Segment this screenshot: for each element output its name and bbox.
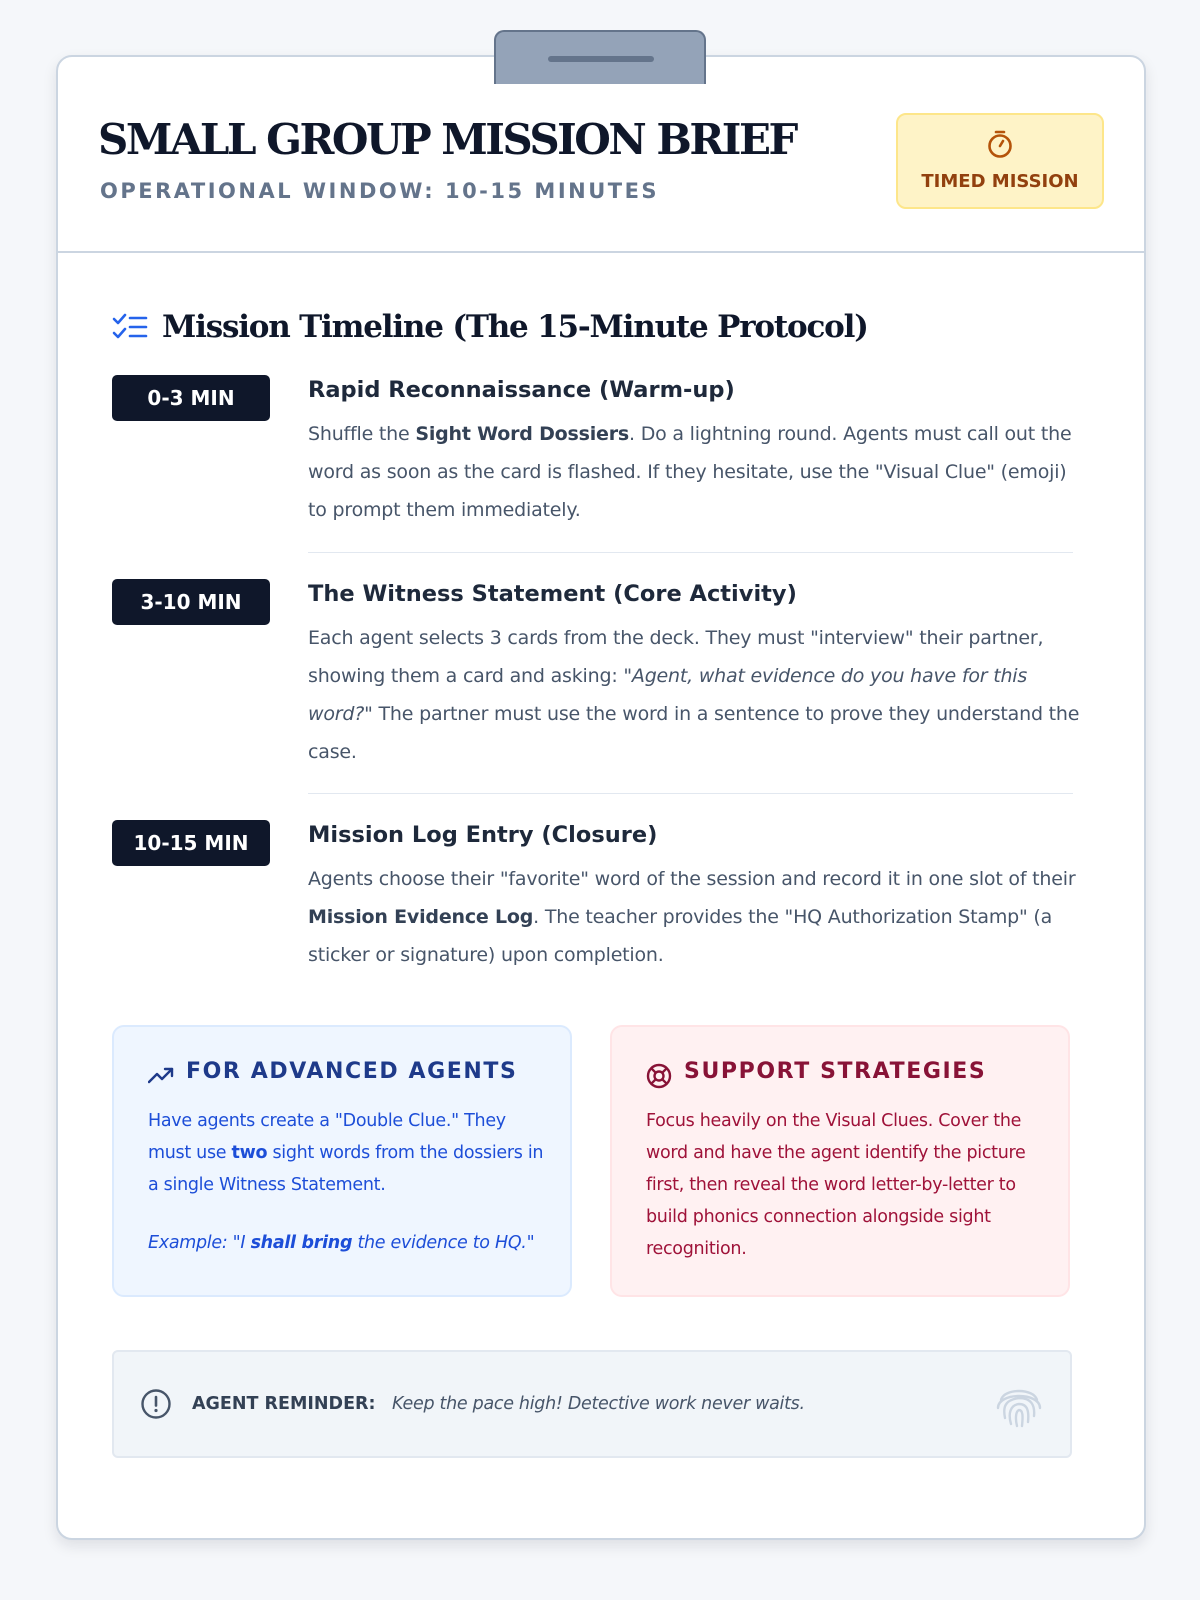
callout-text-part: sight words from the dossiers in a single Witness Statement. [148, 1143, 544, 1195]
agent-reminder-bar [112, 1350, 1072, 1458]
phase-emphasis: Sight Word Dossiers [415, 423, 630, 445]
reminder-text: Keep the pace high! Detective work never waits. [392, 1394, 805, 1414]
advanced-agents-callout [112, 1025, 572, 1297]
example-text: the evidence to HQ." [352, 1233, 535, 1253]
clip-slot [548, 56, 654, 62]
advanced-agents-title: FOR ADVANCED AGENTS [186, 1059, 518, 1084]
phase-description [308, 415, 1083, 529]
phase-text: Shuffle the [308, 423, 416, 445]
support-strategies-callout [610, 1025, 1070, 1297]
phase-text: Each agent selects 3 cards from the deck. They must "interview" their partner, showing them a card and asking: [308, 627, 1044, 687]
phase-quote: "Agent, what evidence do you have for this word?" [308, 665, 1028, 725]
phase-text: Agents choose their "favorite" word of the session and record it in one slot of their [308, 868, 1076, 890]
phase-description [308, 860, 1083, 974]
fingerprint-icon [992, 1378, 1046, 1432]
example-text: Example: "I [148, 1233, 251, 1253]
stopwatch-icon [987, 129, 1013, 159]
phase-divider [308, 793, 1073, 794]
timeline-title: Mission Timeline (The 15-Minute Protocol) [162, 309, 868, 345]
lifebuoy-icon [646, 1063, 672, 1089]
phase-time-badge: 0-3 MIN [112, 375, 270, 421]
support-strategies-title: SUPPORT STRATEGIES [684, 1059, 987, 1084]
phase-time-badge: 10-15 MIN [112, 820, 270, 866]
clipboard-clip [494, 30, 706, 84]
callout-text-part: Have agents create a "Double Clue." They must use [148, 1111, 506, 1163]
callout-emphasis: two [231, 1143, 268, 1163]
phase-divider [308, 552, 1073, 553]
phase-title: The Witness Statement (Core Activity) [308, 581, 797, 607]
reminder-label: AGENT REMINDER: [192, 1394, 376, 1414]
timed-mission-badge [896, 113, 1104, 209]
timed-mission-label: TIMED MISSION [921, 171, 1079, 192]
trending-up-icon [148, 1065, 174, 1085]
page-subtitle: OPERATIONAL WINDOW: 10-15 MINUTES [100, 179, 660, 203]
example-emphasis: shall bring [250, 1233, 353, 1253]
phase-emphasis: Mission Evidence Log [308, 906, 534, 928]
brief-header [58, 57, 1144, 253]
phase-text: . Do a lightning round. Agents must call out the word as soon as the card is flashed. If they hesitate, use the "Visual Clue" (emoji) to prompt them immediately. [308, 423, 1072, 521]
support-strategies-text: Focus heavily on the Visual Clues. Cover the word and have the agent identify the picture first, then reveal the word letter-by-letter to build phonics connection alongside sight recognition. [646, 1111, 1026, 1259]
phase-text: . The teacher provides the "HQ Authorization Stamp" (a sticker or signature) upon completion. [308, 906, 1053, 966]
phase-title: Rapid Reconnaissance (Warm-up) [308, 377, 735, 403]
checklist-icon [112, 313, 148, 343]
phase-description [308, 619, 1083, 771]
phase-time-badge: 3-10 MIN [112, 579, 270, 625]
phase-text: The partner must use the word in a sentence to prove they understand the case. [308, 703, 1080, 763]
advanced-agents-text [148, 1105, 548, 1201]
mission-brief-card [56, 55, 1146, 1540]
phase-title: Mission Log Entry (Closure) [308, 822, 658, 848]
advanced-agents-example [148, 1233, 534, 1253]
alert-circle-icon [140, 1388, 172, 1420]
page-title: SMALL GROUP MISSION BRIEF [98, 115, 796, 164]
